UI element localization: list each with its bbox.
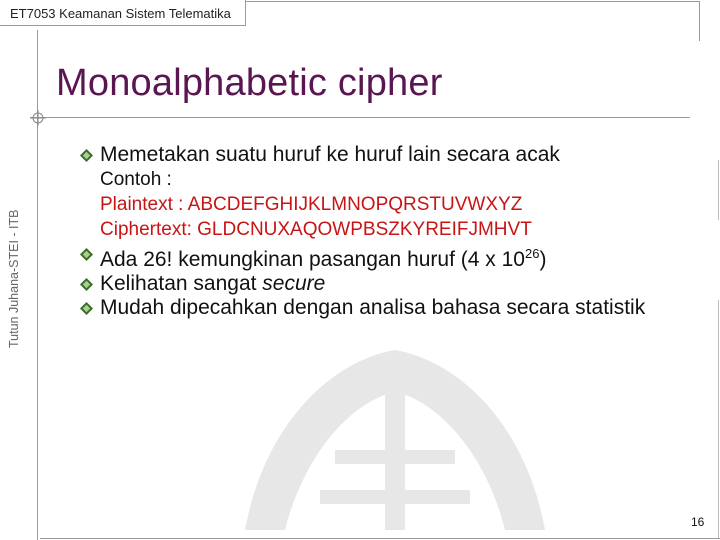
left-border <box>37 30 38 540</box>
bullet-item <box>78 272 688 296</box>
top-border <box>246 1 699 2</box>
diamond-bullet-icon <box>80 149 93 162</box>
diamond-bullet-icon <box>80 278 93 291</box>
bullet-text: Memetakan suatu huruf ke huruf lain secara acak <box>100 143 560 166</box>
bullet-item <box>78 242 688 272</box>
right-border-bottom <box>718 300 719 538</box>
right-border-mid <box>718 160 719 220</box>
page-number: 16 <box>691 515 705 529</box>
bullet-item <box>78 296 688 320</box>
exponent: 26 <box>524 246 540 261</box>
crosshair-icon <box>30 110 46 126</box>
plaintext-line: Plaintext : ABCDEFGHIJKLMNOPQRSTUVWXYZ <box>100 194 523 215</box>
bullet-text: Ada 26! kemungkinan pasangan huruf (4 x 10 <box>100 248 525 271</box>
bullet-italic-text: secure <box>262 272 326 295</box>
course-title: ET7053 Keamanan Sistem Telematika <box>10 6 231 21</box>
slide-title: Monoalphabetic cipher <box>56 62 443 104</box>
author-side-label: Tutun Juhana-STEI - ITB <box>7 209 21 348</box>
example-label: Contoh : <box>100 169 172 190</box>
diamond-bullet-icon <box>80 248 93 261</box>
ciphertext-line: Ciphertext: GLDCNUXAQOWPBSZKYREIFJMHVT <box>100 219 532 240</box>
diamond-bullet-icon <box>80 302 93 315</box>
bullet-item <box>78 143 688 242</box>
title-underline <box>30 117 690 118</box>
watermark-emblem-icon <box>225 330 565 530</box>
course-header-box <box>0 0 246 26</box>
bullet-text: Mudah dipecahkan dengan analisa bahasa secara statistik <box>100 296 646 319</box>
right-border-top <box>699 1 700 41</box>
bullet-text-end: ) <box>539 248 547 271</box>
bullet-list <box>78 143 688 320</box>
bullet-text: Kelihatan sangat <box>100 272 263 295</box>
bottom-border <box>40 538 720 539</box>
